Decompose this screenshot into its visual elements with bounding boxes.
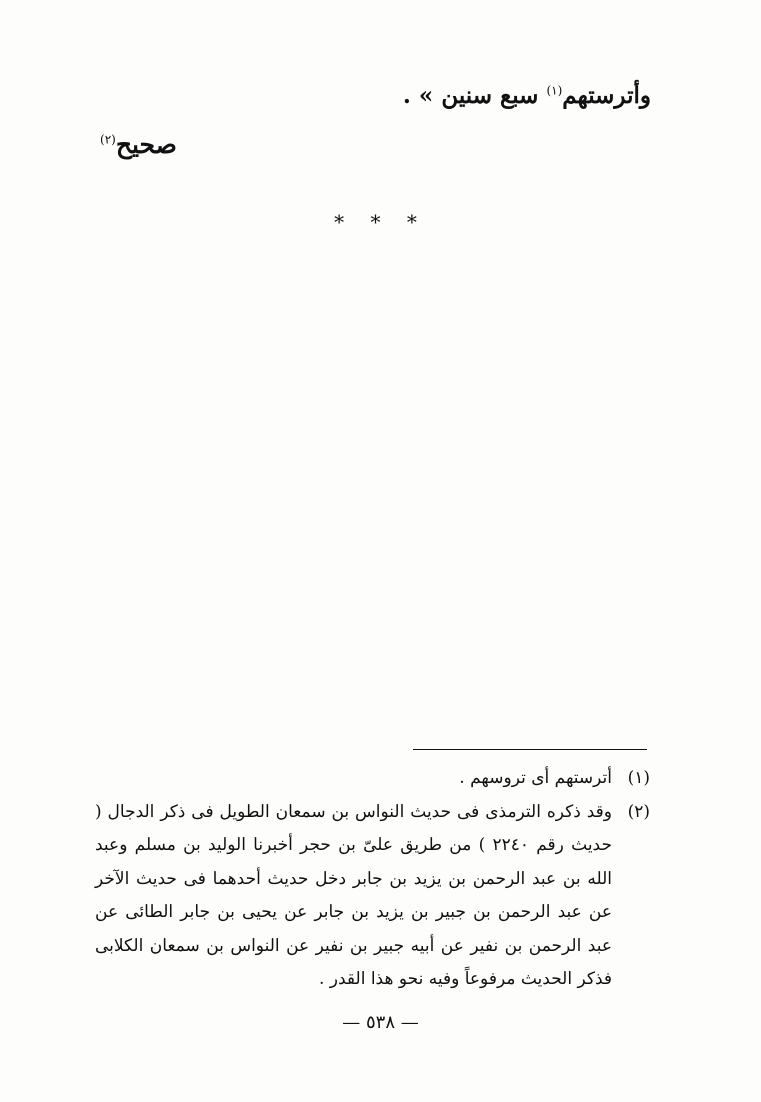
footnotes-section — [95, 762, 650, 997]
footnote-number-1: (١) — [627, 768, 650, 788]
footnote-item-1 — [95, 762, 650, 796]
hadith-grade — [100, 130, 177, 159]
footnote-divider — [413, 749, 647, 750]
main-text-line — [403, 82, 651, 109]
footnote-ref-2[interactable]: (٢) — [100, 132, 116, 147]
page-number: — ٥٣٨ — — [342, 1012, 419, 1033]
footnote-text-2: وقد ذكره الترمذى فى حديث النواس بن سمعان الطويل فى ذكر الدجال ( حديث رقم ٢٢٤٠ ) من طريق علىّ بن حجر أخبرنا الوليد بن مسلم وعبد الله بن عبد الرحمن بن يزيد بن جابر دخل حديث أحدهما فى حديث الآخر عن عبد الرحمن بن جبير بن يزيد بن جابر عن يحيى بن جابر الطائى عن عبد الرحمن بن نفير عن أبيه جبير بن نفير عن النواس بن سمعان الكلابى فذكر الحديث مرفوعاً وفيه نحو هذا القدر . — [95, 801, 612, 989]
section-separator: * * * — [334, 210, 427, 234]
footnote-ref-1[interactable]: (١) — [546, 83, 563, 98]
main-text-end: سبع سنين » . — [402, 82, 547, 109]
hadith-grade-label: صحيح — [115, 130, 177, 159]
footnote-text-1: أترستهم أى تروسهم . — [459, 768, 612, 788]
main-text-start: وأترستهم — [562, 82, 651, 109]
footnote-number-2: (٢) — [627, 801, 650, 822]
footnote-item-2 — [95, 796, 650, 997]
